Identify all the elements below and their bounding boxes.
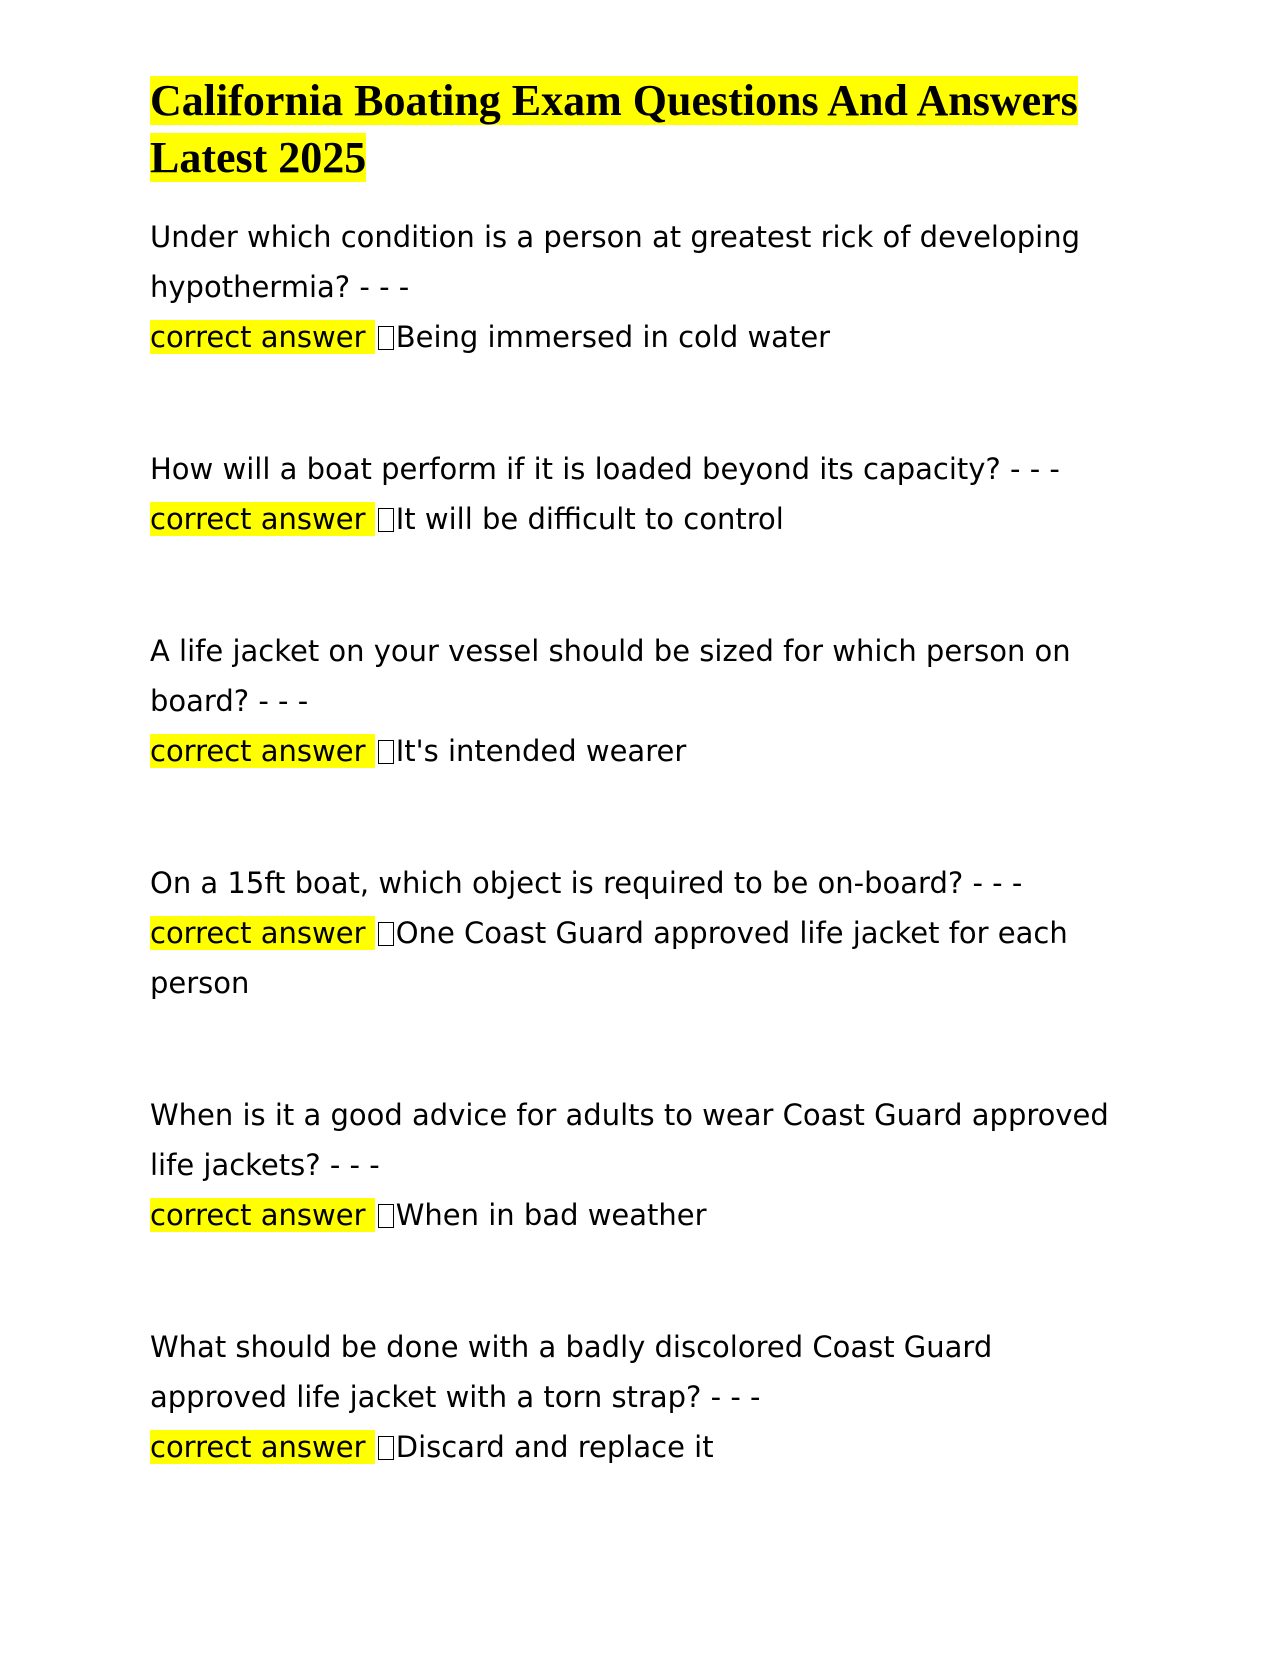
answer-line [150,726,1130,776]
answer-label: correct answer [150,1430,375,1464]
missing-glyph-icon [378,326,394,350]
question-text: On a 15ft boat, which object is required to be on-board? - - - [150,866,1023,900]
answer-text: It will be difficult to control [395,502,784,536]
answer-label: correct answer [150,502,375,536]
question-text: A life jacket on your vessel should be sized for which person on board? - - - [150,634,1071,718]
answer-line [150,908,1130,1008]
answer-line [150,1190,1130,1240]
missing-glyph-icon [378,1436,394,1460]
answer-text: When in bad weather [395,1198,707,1232]
qa-item [150,1090,1130,1240]
answer-line [150,494,1130,544]
qa-item [150,1322,1130,1472]
qa-item [150,212,1130,362]
document-title [150,72,1130,186]
answer-text: Discard and replace it [395,1430,714,1464]
question-text: What should be done with a badly discolored Coast Guard approved life jacket with a torn strap? - - - [150,1330,993,1414]
missing-glyph-icon [378,922,394,946]
answer-line [150,312,1130,362]
answer-label: correct answer [150,734,375,768]
missing-glyph-icon [378,508,394,532]
question-text: When is it a good advice for adults to wear Coast Guard approved life jackets? - - - [150,1098,1109,1182]
qa-item [150,626,1130,776]
answer-label: correct answer [150,320,375,354]
answer-label: correct answer [150,1198,375,1232]
qa-item [150,444,1130,544]
answer-text: One Coast Guard approved life jacket for each person [150,916,1068,1000]
document-title-text: California Boating Exam Questions And Answers Latest 2025 [150,76,1078,182]
answer-text: It's intended wearer [395,734,687,768]
answer-line [150,1422,1130,1472]
answer-label: correct answer [150,916,375,950]
missing-glyph-icon [378,1204,394,1228]
question-text: How will a boat perform if it is loaded beyond its capacity? - - - [150,452,1060,486]
qa-item [150,858,1130,1008]
question-text: Under which condition is a person at greatest rick of developing hypothermia? - - - [150,220,1080,304]
missing-glyph-icon [378,740,394,764]
document-page [150,72,1130,1472]
answer-text: Being immersed in cold water [395,320,831,354]
